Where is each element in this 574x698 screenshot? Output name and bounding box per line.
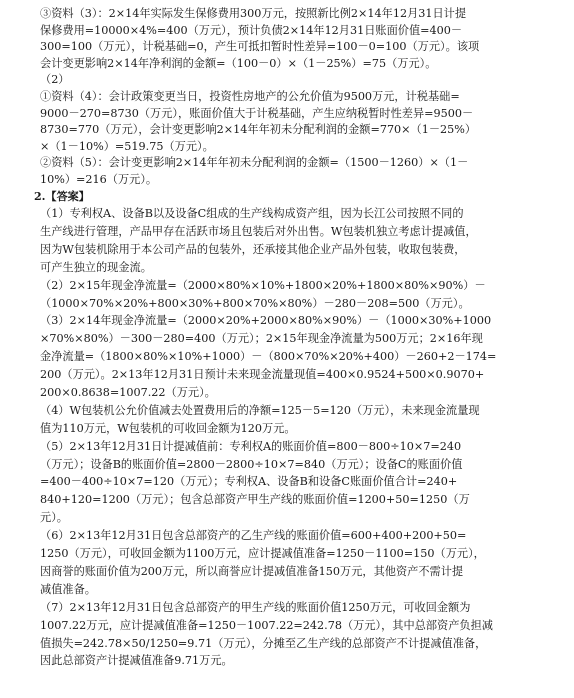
text-line: ③资料（3）：2×14年实际发生保修费用300万元，按照新比例2×14年12月31日计提 <box>40 7 467 20</box>
text-line: ②资料（5）：会计变更影响2×14年年初未分配利润的金额=（1500－1260）×（1－ <box>40 156 469 170</box>
text-line: 金净流量=（1800×80%×10%+1000）－（800×70%×20%+400）－260+2－174= <box>40 350 497 364</box>
text-line: （2）2×15年现金净流量=（2000×80%×10%+1800×20%+1800×80%×90%）－ <box>40 278 486 292</box>
text-line: 200×0.8638=1007.22（万元）。 <box>40 386 216 400</box>
text-line: 1007.22万元，应计提减值准备=1250－1007.22=242.78（万元），其中总部资产负担减 <box>40 618 493 632</box>
text-line: 9000－270=8730（万元），账面价值大于计税基础，产生应纳税暂时性差异=9500－ <box>40 106 474 120</box>
text-line: （万元）；设备B的账面价值=2800－2800÷10×7=840（万元）；设备C的账面价值 <box>40 457 463 471</box>
text-line: 会计变更影响2×14年净利润的金额=（100－0）×（1－25%）=75（万元）。 <box>40 56 437 70</box>
text-line: 因为W包装机除用于本公司产品的包装外，还承接其他企业产品外包装，收取包装费， <box>40 242 466 256</box>
text-line: （2） <box>40 73 70 87</box>
text-line: 因商誉的账面价值为200万元，所以商誉应计提减值准备150万元，其他资产不需计提 <box>40 564 464 578</box>
text-line: ×（1－10%）=519.75（万元）。 <box>40 139 214 153</box>
text-line: 生产线进行管理，产品甲存在活跃市场且包装后对外出售。W包装机独立考虑计提减值， <box>40 225 477 239</box>
text-line: （6）2×13年12月31日包含总部资产的乙生产线的账面价值=600+400+200+50= <box>40 529 467 543</box>
text-line: 减值准备。 <box>40 582 96 596</box>
text-line: 值损失=242.78×50/1250=9.71（万元），分摊至乙生产线的总部资产不计提减值准备， <box>40 636 487 650</box>
text-line: （1）专利权A、设备B以及设备C组成的生产线构成资产组，因为长江公司按照不同的 <box>40 207 464 221</box>
text-line: 10%）=216（万元）。 <box>40 172 158 186</box>
answer-heading: 2.【答案】 <box>34 189 90 203</box>
text-line: ×70%×80%）－300－280=400（万元）；2×15年现金净流量为500万元；2×16年现 <box>40 332 483 346</box>
text-line: 8730=770（万元），会计变更影响2×14年年初未分配利润的金额=770×（1－25%） <box>40 123 477 137</box>
text-line: 保修费用=10000×4%=400（万元），预计负债2×14年12月31日账面价值=400－ <box>40 23 463 37</box>
text-line: （5）2×13年12月31日计提减值前：专利权A的账面价值=800－800÷10×7=240 <box>40 439 462 453</box>
text-line: （4）W包装机公允价值减去处置费用后的净额=125－5=120（万元），未来现金流量现 <box>40 403 480 417</box>
text-line: 1250（万元），可收回金额为1100万元，应计提减值准备=1250－1100=150（万元）， <box>40 547 485 561</box>
text-line: 元）。 <box>40 511 68 525</box>
text-line: （3）2×14年现金净流量=（2000×20%+2000×80%×90%）－（1000×30%+1000 <box>40 314 492 328</box>
text-line: =400－400÷10×7=120（万元）；专利权A、设备B和设备C账面价值合计=240+ <box>40 475 458 489</box>
text-line: （1000×70%×20%+800×30%+800×70%×80%）－280－208=500（万元）。 <box>40 296 470 310</box>
text-line: 300=100（万元），计税基础=0，产生可抵扣暂时性差异=100－0=100（万元）。该项 <box>40 40 480 54</box>
text-line: ①资料（4）：会计政策变更当日，投资性房地产的公允价值为9500万元，计税基础= <box>40 89 460 103</box>
text-line: 因此总部资产计提减值准备9.71万元。 <box>40 654 233 668</box>
text-line: （7）2×13年12月31日包含总部资产的甲生产线的账面价值1250万元，可收回金额为 <box>40 600 471 614</box>
text-line: 值为110万元，W包装机的可收回金额为120万元。 <box>40 421 296 435</box>
text-line: 200（万元）。2×13年12月31日预计未来现金流量现值=400×0.9524+500×0.9070+ <box>40 368 485 382</box>
text-line: 可产生独立的现金流。 <box>40 260 152 274</box>
text-line: 840+120=1200（万元）；包含总部资产甲生产线的账面价值=1200+50=1250（万 <box>40 493 470 507</box>
